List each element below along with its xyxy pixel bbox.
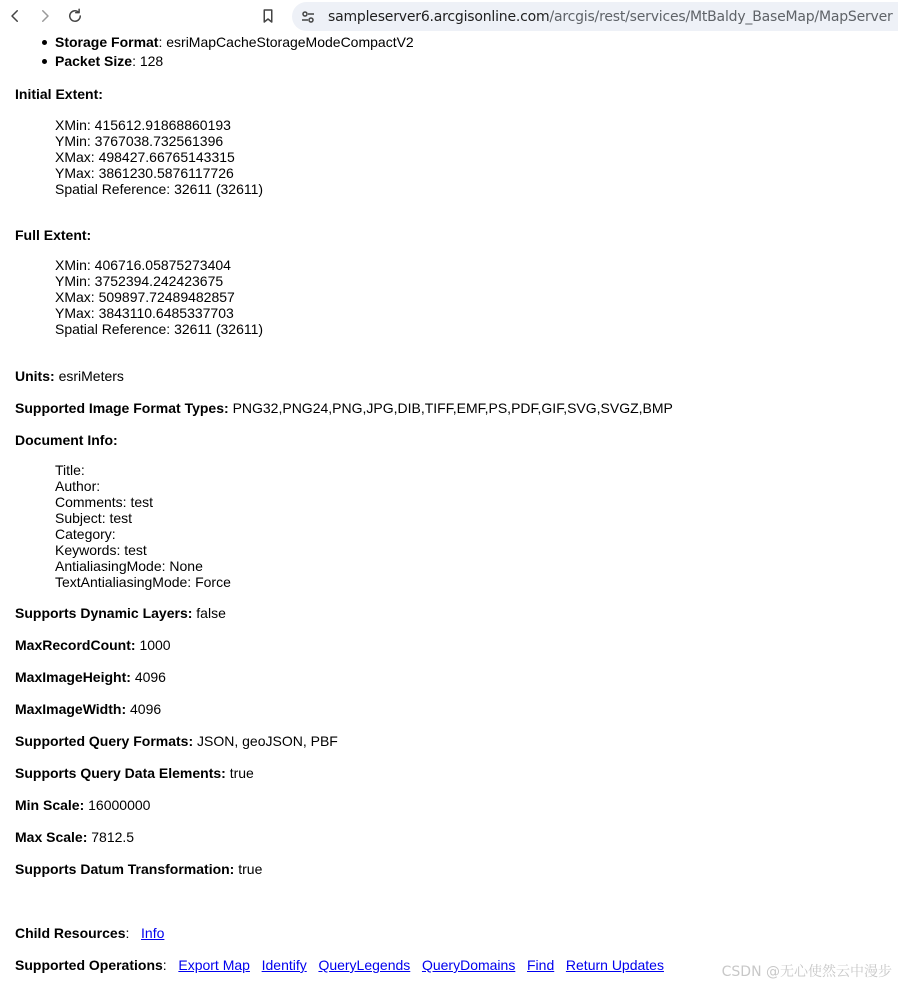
find-link[interactable]: Find [527,957,555,973]
child-resources-label: Child Resources [15,925,126,941]
info-link[interactable]: Info [141,925,165,941]
bookmark-icon [259,7,277,25]
return-updates-link[interactable]: Return Updates [565,957,664,973]
doc-antialiasing: AntialiasingMode: None [55,558,203,574]
supported-operations-row: Supported Operations: Export Map Identify QueryLegends QueryDomains Find Return Updates [15,957,664,973]
dynamic-layers-row: Supports Dynamic Layers: false [15,605,226,621]
units-row [15,368,124,384]
storage-format-value: esriMapCacheStorageModeCompactV2 [166,34,414,50]
export-map-link[interactable]: Export Map [178,957,250,973]
full-extent-heading: Full Extent: [15,227,92,243]
max-image-width-row: MaxImageWidth: 4096 [15,701,162,717]
image-formats-label: Supported Image Format Types: [15,400,229,416]
query-data-elements-row: Supports Query Data Elements: true [15,765,254,781]
url-text[interactable] [328,9,893,25]
initial-xmax: XMax: 498427.66765143315 [55,149,235,165]
initial-ymax: YMax: 3861230.5876117726 [55,165,234,181]
doc-keywords: Keywords: test [55,542,147,558]
initial-spatial-reference: Spatial Reference: 32611 (32611) [55,181,264,197]
doc-subject: Subject: test [55,510,133,526]
query-formats-row: Supported Query Formats: JSON, geoJSON, PBF [15,733,338,749]
list-item: Storage Format: esriMapCacheStorageModeCompactV2 [55,34,414,50]
initial-ymin: YMin: 3767038.732561396 [55,133,224,149]
tile-info-list [55,33,414,71]
forward-arrow-icon [36,7,54,25]
child-resources-row: Child Resources: Info [15,925,165,941]
doc-text-antialiasing: TextAntialiasingMode: Force [55,574,231,590]
browser-toolbar [0,0,898,33]
full-xmax: XMax: 509897.72489482857 [55,289,235,305]
document-info-heading: Document Info: [15,432,118,448]
list-item: Packet Size: 128 [55,52,414,71]
doc-comments: Comments: test [55,494,154,510]
full-xmin: XMin: 406716.05875273404 [55,257,231,273]
min-scale-row: Min Scale: 16000000 [15,797,151,813]
initial-extent-heading: Initial Extent: [15,86,103,102]
identify-link[interactable]: Identify [261,957,307,973]
reload-icon [66,7,84,25]
packet-size-label: Packet Size [55,53,133,69]
back-button[interactable] [4,5,26,27]
watermark: CSDN @无心使然云中漫步 [721,964,892,980]
max-image-height-row: MaxImageHeight: 4096 [15,669,166,685]
forward-button[interactable] [34,5,56,27]
doc-author: Author: [55,478,101,494]
doc-title: Title: [55,462,85,478]
units-label: Units: [15,368,55,384]
url-host: sampleserver6.arcgisonline.com [328,8,550,25]
packet-size-value: 128 [139,53,164,69]
image-formats-row [15,400,673,416]
image-formats-value: PNG32,PNG24,PNG,JPG,DIB,TIFF,EMF,PS,PDF,GIF,SVG,SVGZ,BMP [232,400,673,416]
storage-format-label: Storage Format [55,34,159,50]
max-record-count-row: MaxRecordCount: 1000 [15,637,171,653]
site-settings-icon[interactable] [300,9,316,25]
query-domains-link[interactable]: QueryDomains [421,957,516,973]
units-value: esriMeters [58,368,124,384]
address-bar[interactable] [292,2,898,31]
max-scale-row: Max Scale: 7812.5 [15,829,135,845]
initial-xmin: XMin: 415612.91868860193 [55,117,231,133]
document-info-values [55,462,231,590]
reload-button[interactable] [64,5,86,27]
full-ymin: YMin: 3752394.242423675 [55,273,224,289]
full-spatial-reference: Spatial Reference: 32611 (32611) [55,321,264,337]
initial-extent-values [55,117,263,197]
supported-operations-label: Supported Operations [15,957,163,973]
url-path: /arcgis/rest/services/MtBaldy_BaseMap/MapServer [549,8,893,25]
full-ymax: YMax: 3843110.6485337703 [55,305,234,321]
datum-transformation-row: Supports Datum Transformation: true [15,861,263,877]
back-arrow-icon [6,7,24,25]
full-extent-values [55,257,263,337]
query-legends-link[interactable]: QueryLegends [318,957,411,973]
doc-category: Category: [55,526,116,542]
bookmark-button[interactable] [257,5,279,27]
